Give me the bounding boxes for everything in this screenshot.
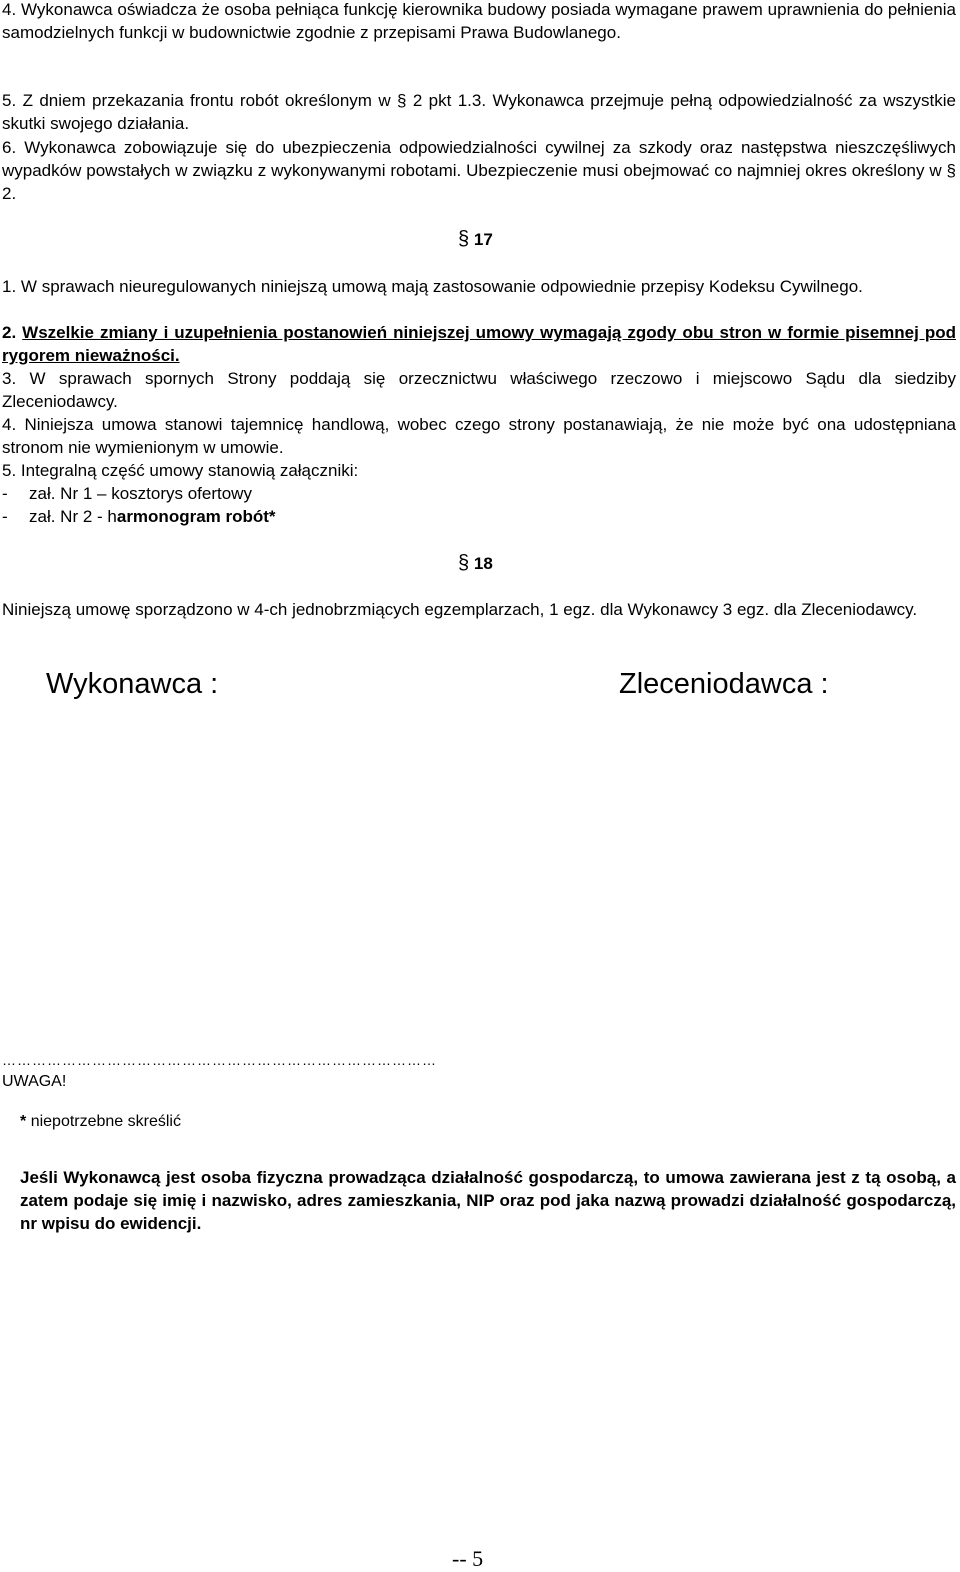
paragraph-number: 6. [2,138,17,157]
attachment-2 [2,505,928,528]
section-symbol: § [458,228,470,250]
section-18-heading [458,552,493,575]
dotted-line: …………………………………………………………………………… [2,1052,437,1068]
item-text: Wszelkie zmiany i uzupełnienia postanowień niniejszej umowy wymagają zgody obu stron w formie pisemnej pod rygorem nieważności. [2,323,956,365]
paragraph-5 [2,89,956,135]
item-text: W sprawach nieuregulowanych niniejszą umową mają zastosowanie odpowiednie przepisy Kodeksu Cywilnego. [20,277,863,296]
signature-client-label: Zleceniodawca : [619,668,829,700]
attachment-dash: - [2,507,8,526]
attachment-dash: - [2,484,8,503]
item-number: 5. [2,461,17,480]
section-18-text: Niniejszą umowę sporządzono w 4-ch jednobrzmiących egzemplarzach, 1 egz. dla Wykonawcy 3 egz. dla Zleceniodawcy. [2,600,918,619]
paragraph-6 [2,136,956,205]
bold-note: Jeśli Wykonawcą jest osoba fizyczna prowadząca działalność gospodarczą, to umowa zawierana jest z tą osobą, a zatem podaje się imię i nazwisko, adres zamieszkania, NIP oraz pod jaka nazwą prowadzi działalność gospodarczą, nr wpisu do ewidencji. [20,1168,956,1233]
paragraph-4 [2,0,956,44]
paragraph-number: 4. [2,0,17,19]
paragraph-text: Wykonawca oświadcza że osoba pełniąca funkcję kierownika budowy posiada wymagane prawem uprawnienia do pełnienia samodzielnych funkcji w budownictwie zgodnie z przepisami Prawa Budowlanego. [2,0,956,42]
item-number: 4. [2,415,17,434]
paragraph-number: 5. [2,91,17,110]
item-text: W sprawach spornych Strony poddają się orzecznictwu właściwego rzeczowo i miejscowo Sądu dla siedziby Zleceniodawcy. [2,369,956,411]
item-text: Integralną część umowy stanowią załączniki: [20,461,359,480]
footnote-text: niepotrzebne skreślić [30,1113,181,1130]
footnote [20,1110,420,1133]
paragraph-text: Wykonawca zobowiązuje się do ubezpieczenia odpowiedzialności cywilnej za szkody oraz następstwa nieszczęśliwych wypadków powstałych w związku z wykonywanymi robotami. Ubezpieczenie musi obejmować co najmniej okres określony w § 2. [2,138,956,203]
footnote-star: * [20,1113,27,1130]
item-number: 3. [2,369,17,388]
section-17-item-1 [2,275,956,298]
section-number: 18 [473,554,493,573]
attachment-text-bold: armonogram robót* [116,507,276,526]
paragraph-text: Z dniem przekazania frontu robót określonym w § 2 pkt 1.3. Wykonawca przejmuje pełną odpowiedzialność za wszystkie skutki swojego działania. [2,91,956,133]
signature-contractor-label: Wykonawca : [46,668,219,700]
attachment-text: zał. Nr 2 - h [29,507,117,526]
attachment-text: zał. Nr 1 – kosztorys ofertowy [29,484,252,503]
section-number: 17 [473,230,493,249]
section-17-item-5 [2,459,956,482]
section-17-heading [458,228,493,251]
item-number: 2. [2,323,17,342]
page-number: -- 5 [452,1546,484,1571]
uwaga-label: UWAGA! [2,1073,67,1090]
attachment-1 [2,482,928,505]
section-17-item-2 [2,321,956,367]
item-number: 1. [2,277,17,296]
section-symbol: § [458,552,470,574]
section-17-item-3 [2,367,956,413]
item-text: Niniejsza umowa stanowi tajemnicę handlową, wobec czego strony postanawiają, że nie może być ona udostępniana stronom nie wymienionym w umowie. [2,415,956,457]
section-17-item-4 [2,413,956,459]
